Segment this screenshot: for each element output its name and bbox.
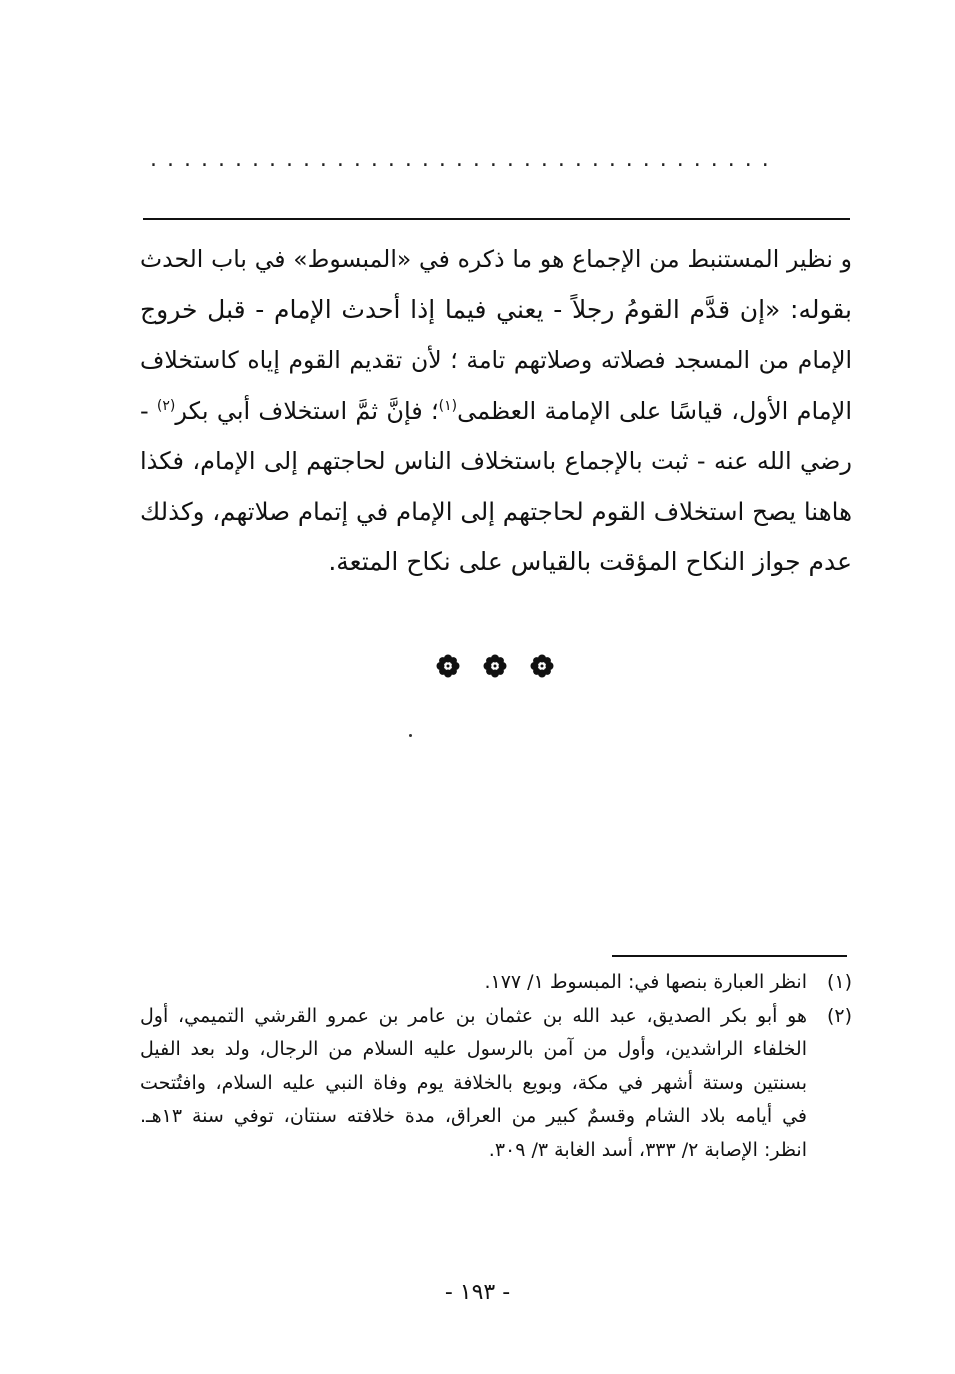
text-line: رضي الله عنه - ثبت بالإجماع باستخلاف الناس لحاجتهم إلى الإمام، فكذا <box>140 447 852 475</box>
text-line-with-refs <box>140 386 852 437</box>
footnote-line: الخلفاء الراشدين، وأول من آمن بالرسول عليه السلام من الرجال، ولد بعد الفيل <box>140 1038 807 1060</box>
footnote-line: انظر: الإصابة ٢/ ٣٣٣، أسد الغابة ٣/ ٣٠٩. <box>488 1138 807 1161</box>
page-number: - ١٩٣ - <box>444 1280 511 1305</box>
text-segment: الإمام الأول، قياسًا على الإمامة العظمى <box>457 396 852 425</box>
footnote-number: (٢) <box>826 1004 852 1027</box>
footnote-ref-1[interactable]: (١) <box>438 397 458 414</box>
footnote-line: بسنتين وستة أشهر في مكة، وبويع بالخلافة يوم وفاة النبي عليه السلام، وافتُتحت <box>140 1071 807 1094</box>
stray-mark <box>409 734 412 737</box>
footnote-1 <box>140 966 852 1000</box>
text-segment: ؛ فإنَّ ثمَّ استخلاف أبي بكر <box>175 396 439 425</box>
text-line: بقوله: «إن قدَّم القومُ رجلاً - يعني فيما إذا أحدث الإمام - قبل خروج <box>140 294 852 324</box>
footnote-rule <box>612 955 847 957</box>
section-ornaments <box>420 654 570 682</box>
footnote-line: انظر العبارة بنصها في: المبسوط ١/ ١٧٧. <box>484 971 807 993</box>
flower-ornament-icon <box>530 654 554 678</box>
footnote-line: هو أبو بكر الصديق، عبد الله بن عثمان بن عامر بن عمرو القرشي التميمي، أول <box>140 1004 807 1027</box>
footnote-line: في أيامه بلاد الشام وقسمٌ كبير من العراق، مدة خلافته سنتان، توفي سنة ١٣هـ. <box>140 1105 807 1127</box>
footnote-ref-2[interactable]: (٢) <box>156 397 176 414</box>
text-line: و نظير المستنبط من الإجماع هو ما ذكره في «المبسوط» في باب الحدث <box>140 245 852 273</box>
text-line: الإمام من المسجد فصلاته وصلاتهم تامة ؛ لأن تقديم القوم إياه كاستخلاف <box>140 346 852 374</box>
header-rule <box>143 218 850 220</box>
text-line: هاهنا يصح استخلاف القوم لحاجتهم إلى الإمام في إتمام صلاتهم، وكذلك <box>140 496 852 526</box>
footnote-number: (١) <box>826 971 852 993</box>
text-segment: - <box>140 396 157 425</box>
footnote-2 <box>140 1000 852 1168</box>
main-paragraph <box>140 234 852 588</box>
flower-ornament-icon <box>483 654 507 678</box>
footnotes <box>140 966 852 1167</box>
text-line: عدم جواز النكاح المؤقت بالقياس على نكاح المتعة. <box>328 547 852 576</box>
flower-ornament-icon <box>436 654 460 678</box>
header-dotted-line: ..................................... <box>150 150 779 170</box>
